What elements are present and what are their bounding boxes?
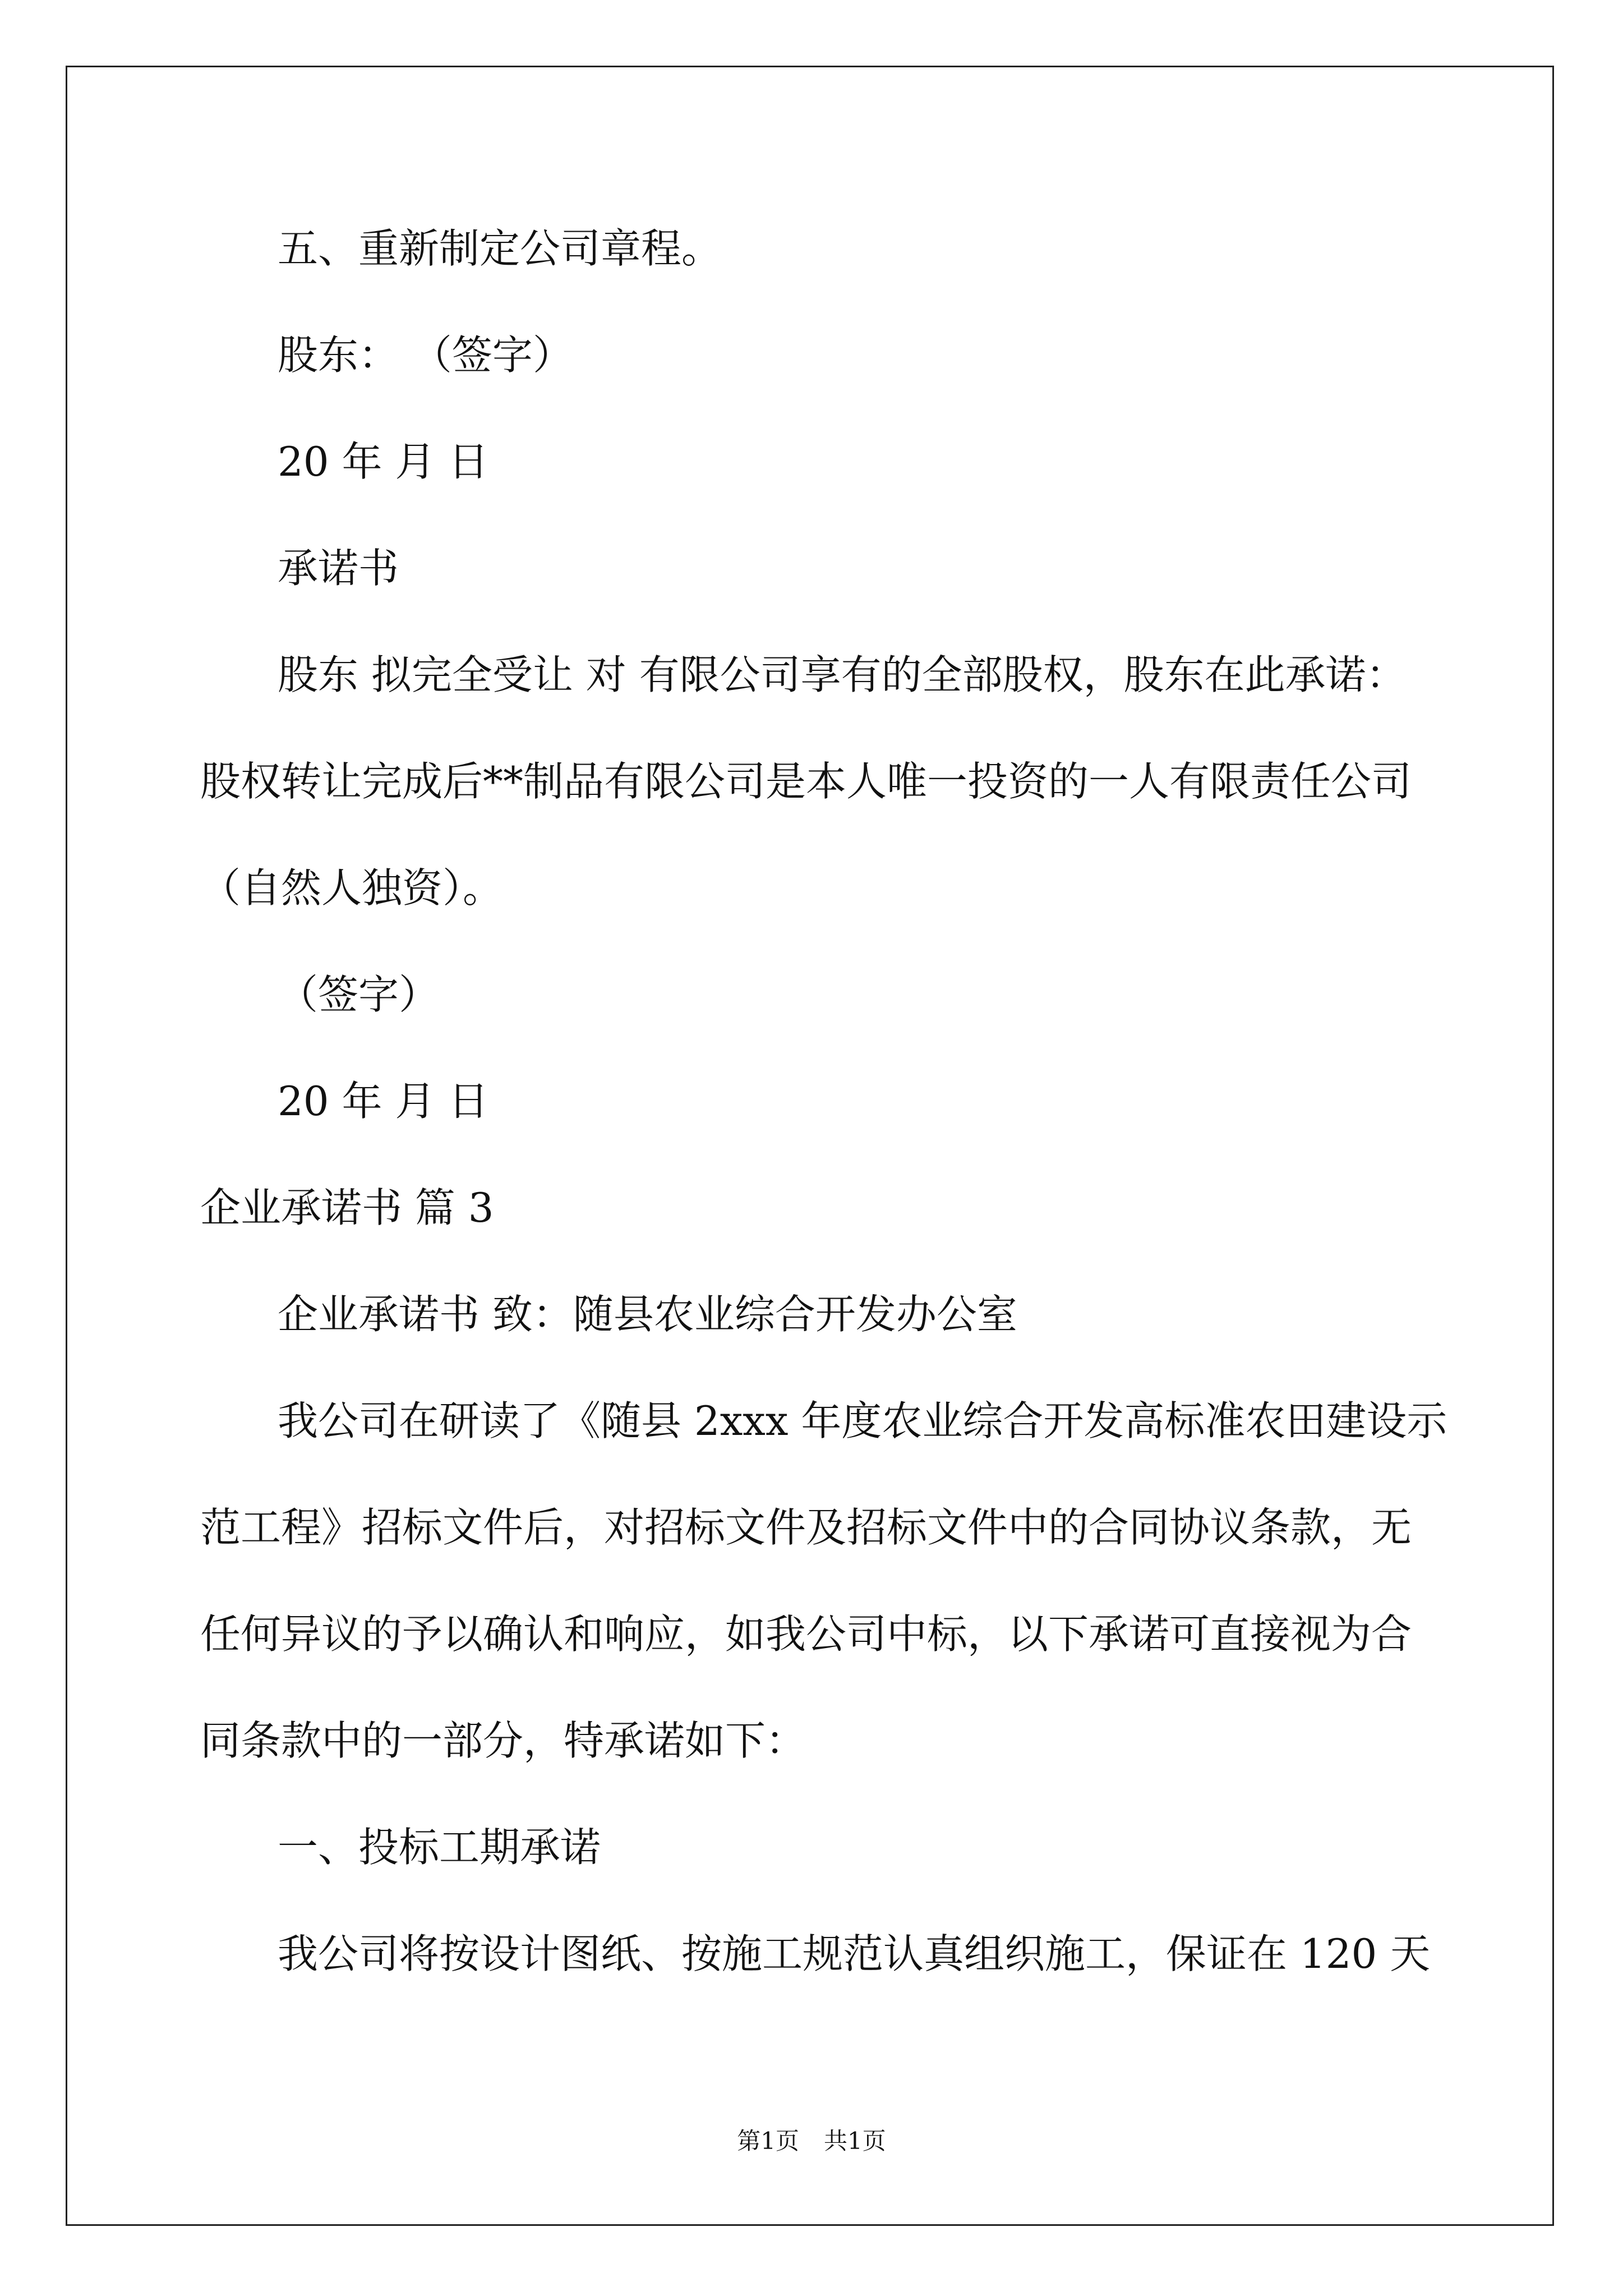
document-body xyxy=(200,195,1546,2007)
intro-line: 同条款中的一部分，特承诺如下： xyxy=(200,1717,806,1764)
item-one-body-line: 我公司将按设计图纸、按施工规范认真组织施工，保证在 120 天 xyxy=(278,1930,1431,1977)
item-one-title: 一、投标工期承诺 xyxy=(278,1824,601,1871)
commitment-letter-title: 承诺书 xyxy=(278,545,399,592)
intro-line: 范工程》招标文件后，对招标文件及招标文件中的合同协议条款，无 xyxy=(200,1504,1412,1551)
clause-five-line: 五、重新制定公司章程。 xyxy=(278,225,722,272)
page-total: 共1页 xyxy=(824,2127,886,2155)
commitment-body-line: 股东 拟完全受让 对 有限公司享有的全部股权，股东在此承诺： xyxy=(278,651,1407,698)
addressee-line: 企业承诺书 致：随县农业综合开发办公室 xyxy=(278,1291,1017,1338)
commitment-body-line: 股权转让完成后**制品有限公司是本人唯一投资的一人有限责任公司 xyxy=(200,758,1412,805)
commitment-signature-line: （签字） xyxy=(278,971,440,1018)
commitment-body-line: （自然人独资）。 xyxy=(200,864,504,912)
intro-line: 我公司在研读了《随县 2xxx 年度农业综合开发高标准农田建设示 xyxy=(278,1397,1447,1444)
commitment-date-line: 20 年 月 日 xyxy=(278,1078,489,1125)
page-footer xyxy=(0,2124,1623,2158)
intro-line: 任何异议的予以确认和响应，如我公司中标，以下承诺可直接视为合 xyxy=(200,1611,1412,1658)
date-line: 20 年 月 日 xyxy=(278,438,489,485)
page-number: 第1页 xyxy=(737,2127,799,2155)
section-heading: 企业承诺书 篇 3 xyxy=(200,1184,494,1231)
shareholder-signature-line: 股东： （签字） xyxy=(278,332,573,379)
